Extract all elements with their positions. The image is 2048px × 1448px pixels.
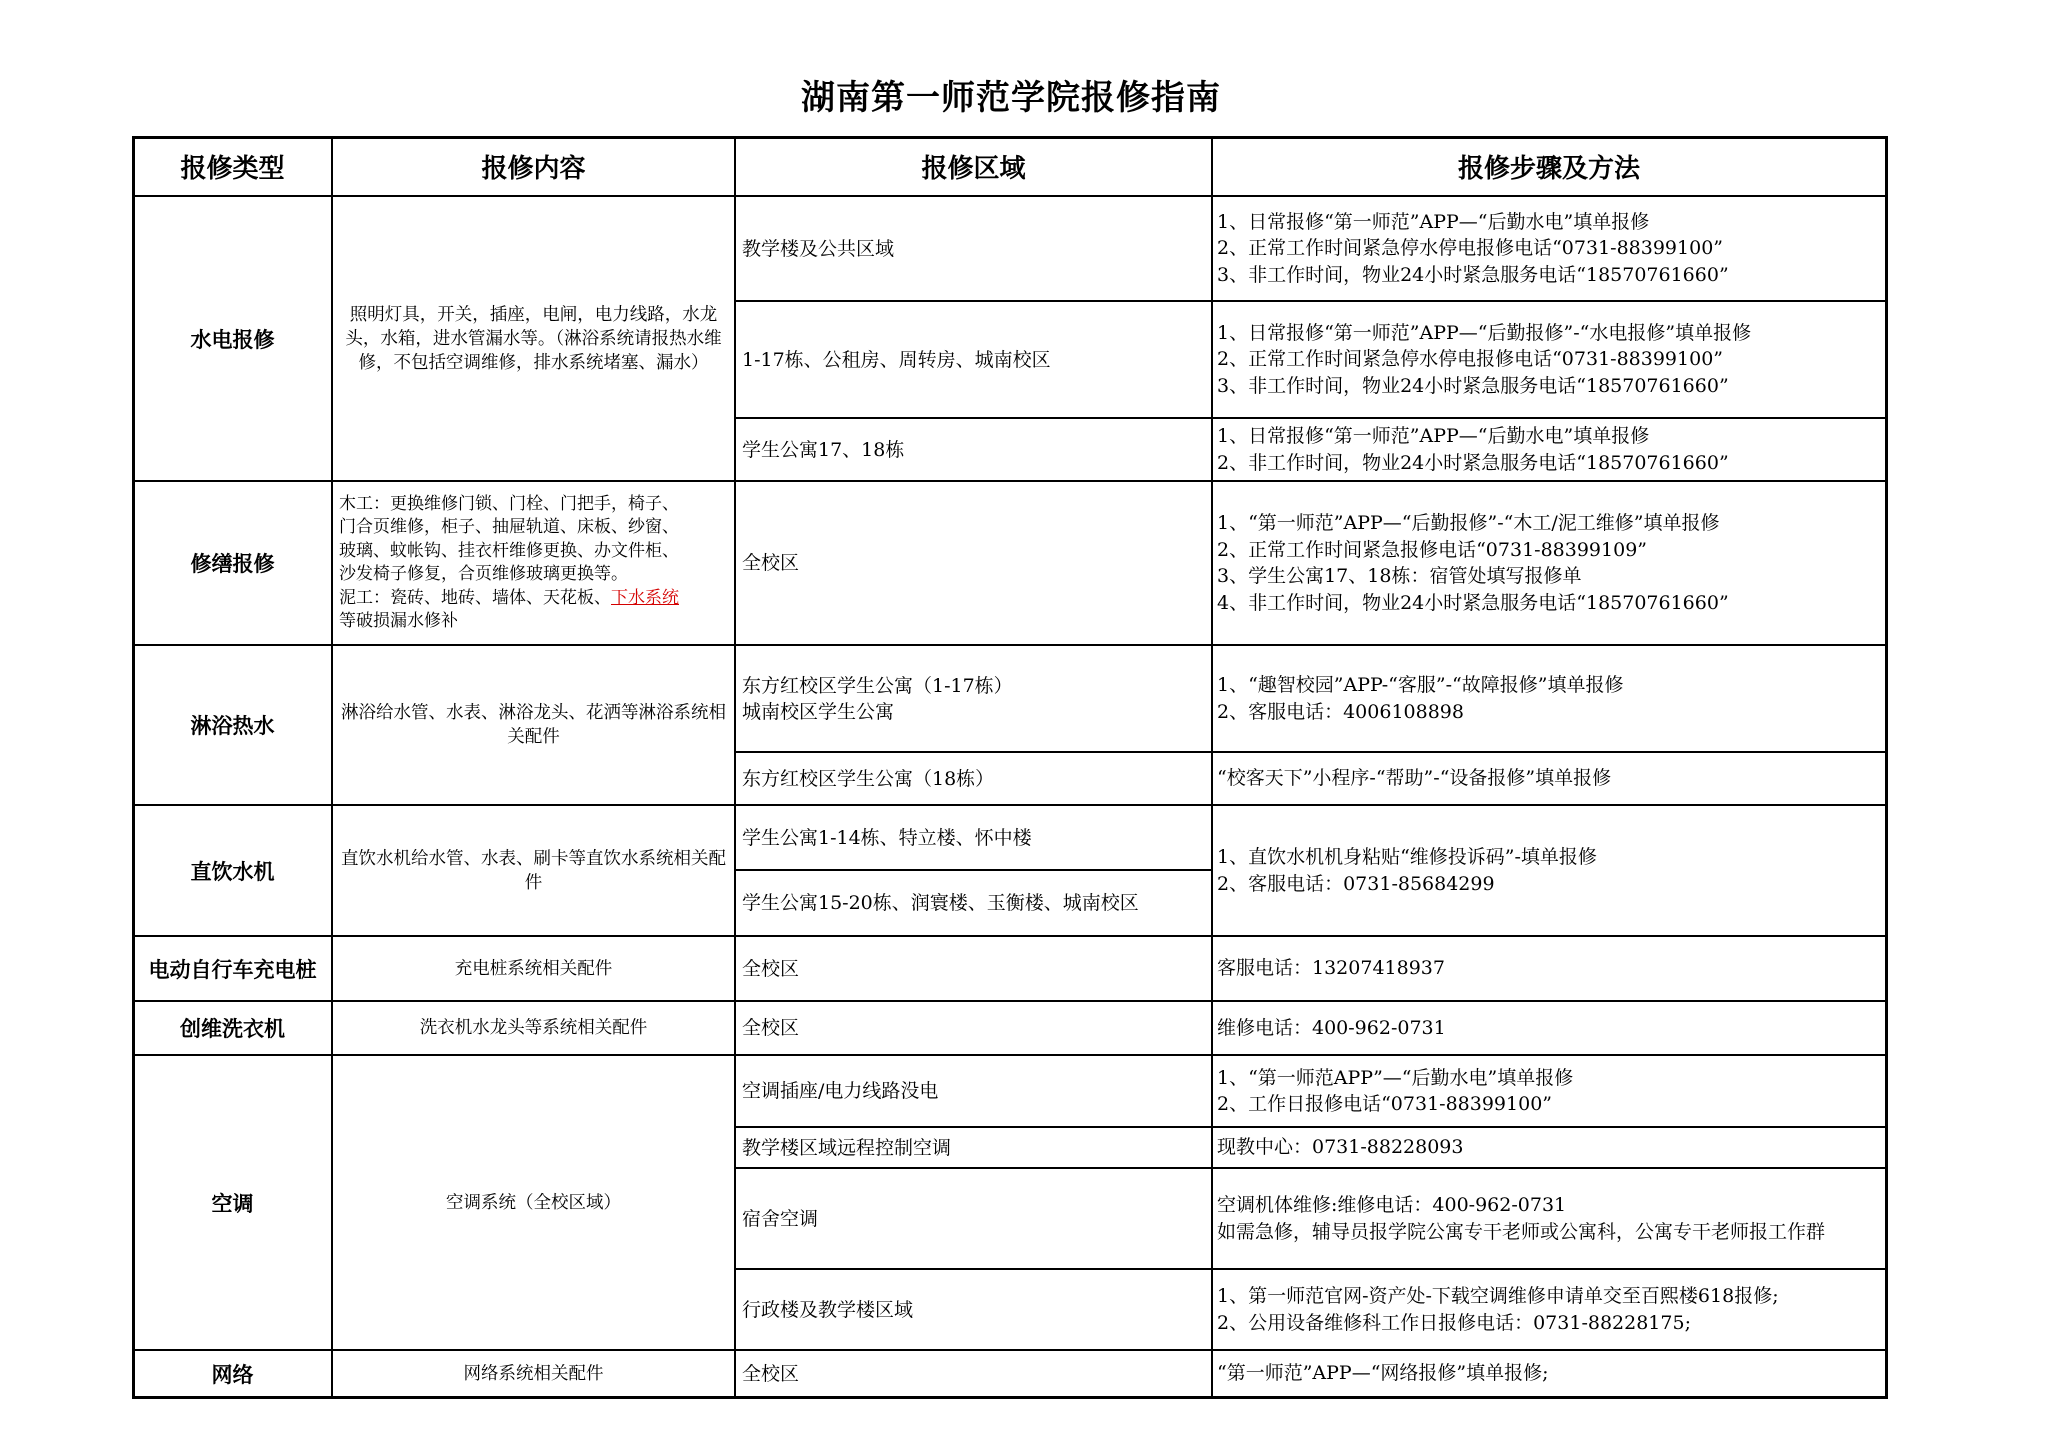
area-line: 东方红校区学生公寓（1-17栋） [742,674,1013,697]
area-cell: 全校区 [742,1017,800,1039]
area-cell: 学生公寓15-20栋、润寰楼、玉衡楼、城南校区 [742,892,1139,914]
content-cell-ebike-charger: 充电桩系统相关配件 [454,958,613,979]
step-line: 客服电话：13207418937 [1217,957,1445,980]
table-border [1885,136,1888,1399]
content-cell-air-conditioner: 空调系统（全校区域） [446,1192,621,1213]
content-cell-water-dispenser: 直饮水机给水管、水表、刷卡等直饮水系统相关配件 [341,848,726,893]
content-cell-shower: 淋浴给水管、水表、淋浴龙头、花洒等淋浴系统相关配件 [341,703,726,747]
step-line: 2、非工作时间，物业24小时紧急服务电话“18570761660” [1217,451,1729,474]
steps-cell [1213,1351,1885,1396]
header-steps: 报修步骤及方法 [1457,154,1640,184]
type-cell-shower: 淋浴热水 [190,714,275,738]
step-line: 如需急修，辅导员报学院公寓专干老师或公寓科，公寓专干老师报工作群 [1217,1220,1826,1243]
content-line: 等破损漏水修补 [339,611,458,631]
steps-cell [1213,1002,1885,1054]
header-type: 报修类型 [180,154,285,184]
step-line: 1、日常报修“第一师范”APP—“后勤报修”-“水电报修”填单报修 [1217,321,1752,344]
step-line: 现教中心：0731-88228093 [1217,1136,1464,1159]
area-cell: 教学楼区域远程控制空调 [742,1136,952,1159]
steps-cell [1213,806,1885,935]
content-line [339,587,679,611]
step-line: 2、工作日报修电话“0731-88399100” [1217,1093,1552,1115]
type-cell-water-dispenser: 直饮水机 [190,859,275,884]
type-cell-washing-machine: 创维洗衣机 [180,1017,285,1041]
area-cell: 全校区 [742,957,800,980]
step-line: 2、客服电话：4006108898 [1217,700,1464,723]
content-line: 玻璃、蚊帐钩、挂衣杆维修更换、办文件柜、 [339,540,679,561]
step-line: 1、第一师范官网-资产处-下载空调维修申请单交至百熙楼618报修; [1217,1285,1779,1307]
steps-cell [1213,197,1885,300]
area-cell: 宿舍空调 [742,1207,819,1230]
area-cell: 1-17栋、公租房、周转房、城南校区 [742,348,1051,371]
area-cell: 空调插座/电力线路没电 [742,1080,939,1102]
steps-cell [1213,1056,1885,1126]
step-line: “校客天下”小程序-“帮助”-“设备报修”填单报修 [1217,767,1612,790]
step-line: 空调机体维修:维修电话：400-962-0731 [1217,1194,1567,1216]
step-line: 1、“趣智校园”APP-“客服”-“故障报修”填单报修 [1217,674,1624,696]
step-line: 2、正常工作时间紧急报修电话“0731-88399109” [1217,538,1647,561]
step-line: 3、学生公寓17、18栋：宿管处填写报修单 [1217,565,1582,587]
steps-cell [1213,937,1885,1000]
steps-cell [1213,302,1885,417]
page-title: 湖南第一师范学院报修指南 [801,78,1221,118]
area-cell: 全校区 [742,552,800,574]
content-cell-washing-machine: 洗衣机水龙头等系统相关配件 [419,1018,648,1038]
table-border [132,1396,1888,1399]
content-line: 沙发椅子修复，合页维修玻璃更换等。 [339,564,628,584]
step-line: 4、非工作时间，物业24小时紧急服务电话“18570761660” [1217,591,1729,614]
area-cell: 教学楼及公共区域 [742,237,895,260]
steps-cell [1213,482,1885,644]
step-line: 3、非工作时间，物业24小时紧急服务电话“18570761660” [1217,374,1729,397]
steps-cell [1213,419,1885,480]
steps-cell [1213,1270,1885,1349]
step-line: 2、正常工作时间紧急停水停电报修电话“0731-88399100” [1217,348,1723,371]
type-cell-air-conditioner: 空调 [211,1191,254,1216]
content-text: 泥工：瓷砖、地砖、墙体、天花板、 [339,587,611,608]
type-cell-repair: 修缮报修 [190,552,275,576]
area-cell: 行政楼及教学楼区域 [742,1298,914,1321]
step-line: 1、日常报修“第一师范”APP—“后勤水电”填单报修 [1217,425,1650,447]
area-cell: 东方红校区学生公寓（18栋） [742,767,995,790]
header-content: 报修内容 [481,154,586,184]
drainage-link[interactable]: 下水系统 [611,587,679,608]
step-line: 1、直饮水机机身粘贴“维修投诉码”-填单报修 [1217,846,1597,868]
step-line: 1、日常报修“第一师范”APP—“后勤水电”填单报修 [1217,210,1650,233]
area-cell: 学生公寓17、18栋 [742,438,905,461]
type-cell-network: 网络 [211,1362,254,1387]
type-cell-water-electric: 水电报修 [190,327,275,352]
content-cell-network: 网络系统相关配件 [463,1363,604,1384]
steps-cell [1213,1128,1885,1167]
content-line: 门合页维修，柜子、抽屉轨道、床板、纱窗、 [339,517,679,537]
step-line: 2、正常工作时间紧急停水停电报修电话“0731-88399100” [1217,237,1723,260]
area-line: 城南校区学生公寓 [742,700,895,723]
step-line: 1、“第一师范”APP—“后勤报修”-“木工/泥工维修”填单报修 [1217,512,1720,534]
content-cell-water-electric: 照明灯具，开关，插座，电闸，电力线路，水龙头，水箱，进水管漏水等。（淋浴系统请报热水维修，不包括空调维修，排水系统堵塞、漏水） [345,304,722,373]
step-line: 2、公用设备维修科工作日报修电话：0731-88228175; [1217,1311,1691,1334]
area-cell [736,646,1211,751]
steps-cell [1213,646,1885,751]
step-line: “第一师范”APP—“网络报修”填单报修; [1217,1362,1549,1385]
steps-cell [1213,753,1885,804]
step-line: 2、客服电话：0731-85684299 [1217,872,1495,895]
type-cell-ebike-charger: 电动自行车充电桩 [148,957,317,982]
step-line: 维修电话：400-962-0731 [1217,1016,1446,1039]
area-cell: 全校区 [742,1362,800,1385]
content-cell-repair [333,482,734,644]
area-cell: 学生公寓1-14栋、特立楼、怀中楼 [742,826,1032,849]
header-area: 报修区域 [921,154,1026,184]
content-line: 木工：更换维修门锁、门栓、门把手，椅子、 [339,493,679,514]
step-line: 3、非工作时间，物业24小时紧急服务电话“18570761660” [1217,263,1729,286]
step-line: 1、“第一师范APP”—“后勤水电”填单报修 [1217,1066,1574,1089]
steps-cell [1213,1169,1885,1268]
